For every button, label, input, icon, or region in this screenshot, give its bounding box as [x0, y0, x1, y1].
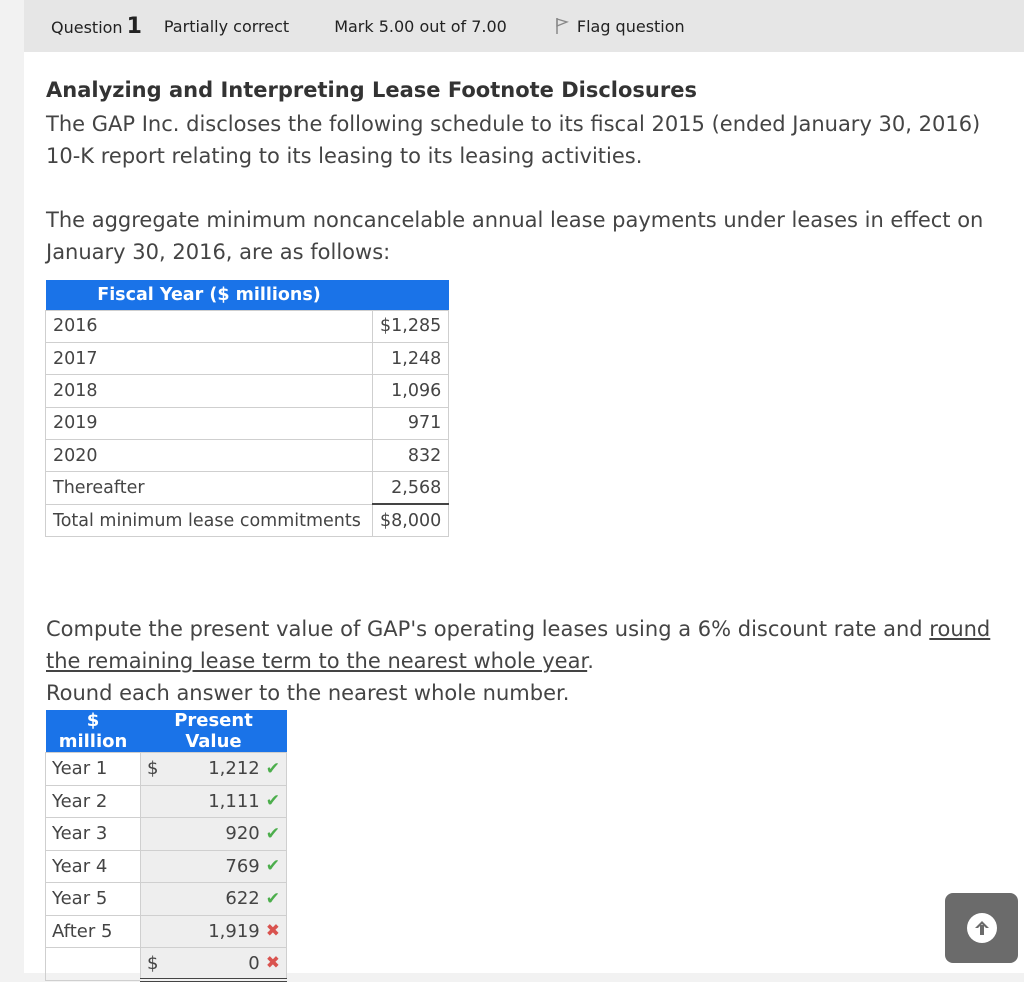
pv-row-label: Year 2	[46, 785, 141, 818]
pv-answer-content	[147, 921, 280, 942]
pv-answer-content	[147, 823, 280, 844]
table-row-total	[46, 504, 449, 536]
check-icon: ✔	[265, 888, 280, 909]
pv-answer-content	[147, 791, 280, 812]
intro-text: The GAP Inc. discloses the following schedule to its fiscal 2015 (ended January 30, 2016) 10-K report relating to its leasing to its leasing activities.	[46, 112, 981, 168]
question-label: Question	[51, 17, 123, 37]
pv-answer-value: 769	[225, 855, 260, 877]
lease-year-label: Thereafter	[46, 472, 373, 504]
pv-answer-field[interactable]	[141, 753, 287, 786]
lease-year-label: 2019	[46, 407, 373, 439]
flag-icon	[555, 17, 569, 35]
question-grade: Mark 5.00 out of 7.00	[334, 16, 507, 36]
lease-total-amount: $8,000	[373, 504, 449, 536]
cross-icon: ✖	[265, 953, 280, 973]
pv-row-label: After 5	[46, 915, 141, 948]
pv-answer-content	[147, 856, 280, 877]
pv-col-present-value: Present Value	[141, 710, 287, 753]
lease-amount: 1,248	[373, 342, 449, 374]
pv-row-label: Year 3	[46, 818, 141, 851]
pv-answer-field[interactable]	[141, 850, 287, 883]
check-icon: ✔	[265, 791, 280, 812]
pv-answer-value: 1,212	[208, 758, 260, 780]
instruction-text	[46, 613, 996, 677]
lease-year-label: 2016	[46, 310, 373, 342]
table-row	[46, 883, 287, 916]
lease-year-label: 2018	[46, 375, 373, 407]
pv-row-label: Year 1	[46, 753, 141, 786]
dollar-sign: $	[147, 952, 159, 974]
schedule-intro-text: The aggregate minimum noncancelable annual lease payments under leases in effect on January 30, 2016, are as follows:	[46, 208, 984, 264]
instruction-underlined: round the remaining lease term to the nearest whole year	[46, 617, 991, 673]
table-row	[46, 440, 449, 472]
lease-amount: 1,096	[373, 375, 449, 407]
pv-row-label	[46, 948, 141, 981]
table-row	[46, 472, 449, 504]
check-icon: ✔	[265, 758, 280, 779]
check-icon: ✔	[265, 856, 280, 877]
pv-answer-value: 0	[248, 952, 260, 974]
pv-answer-value: 622	[225, 888, 260, 910]
lease-schedule-table	[45, 280, 449, 537]
flag-question-button[interactable]	[555, 17, 685, 36]
pv-answer-field[interactable]	[141, 883, 287, 916]
table-row	[46, 407, 449, 439]
scroll-to-top-button[interactable]	[945, 893, 1018, 963]
present-value-table	[45, 710, 287, 982]
table-row	[46, 850, 287, 883]
question-info-bar	[24, 0, 1024, 52]
question-state: Partially correct	[163, 16, 290, 36]
lease-year-label: 2020	[46, 440, 373, 472]
round-note: Round each answer to the nearest whole number.	[46, 681, 570, 705]
table-row	[46, 785, 287, 818]
pv-col-million: $ million	[46, 710, 141, 753]
table-row	[46, 915, 287, 948]
pv-answer-content	[147, 758, 280, 779]
table-row	[46, 375, 449, 407]
pv-row-label: Year 4	[46, 850, 141, 883]
table-row	[46, 948, 287, 981]
pv-row-label: Year 5	[46, 883, 141, 916]
arrow-up-icon	[967, 913, 997, 943]
lease-year-label: 2017	[46, 342, 373, 374]
pv-answer-content	[147, 953, 280, 974]
pv-answer-value: 1,919	[208, 920, 260, 942]
lease-amount: 2,568	[373, 472, 449, 504]
question-number	[51, 14, 142, 39]
pv-answer-field[interactable]	[141, 818, 287, 851]
pv-answer-content	[147, 888, 280, 909]
lease-amount: 832	[373, 440, 449, 472]
instruction-text-b: .	[587, 649, 594, 673]
lease-amount: 971	[373, 407, 449, 439]
question-content	[24, 52, 1024, 973]
table-row	[46, 310, 449, 342]
question-heading: Analyzing and Interpreting Lease Footnote Disclosures	[46, 78, 697, 102]
cross-icon: ✖	[265, 921, 280, 942]
check-icon: ✔	[265, 823, 280, 844]
pv-answer-field[interactable]	[141, 948, 287, 981]
pv-answer-value: 1,111	[208, 790, 260, 812]
lease-total-label: Total minimum lease commitments	[46, 504, 373, 536]
lease-table-header: Fiscal Year ($ millions)	[46, 280, 373, 310]
table-row	[46, 818, 287, 851]
lease-table-header-blank	[373, 280, 449, 310]
table-row	[46, 342, 449, 374]
pv-answer-field[interactable]	[141, 915, 287, 948]
lease-amount: $1,285	[373, 310, 449, 342]
question-number-value: 1	[126, 13, 142, 39]
dollar-sign: $	[147, 758, 159, 780]
pv-answer-value: 920	[225, 823, 260, 845]
flag-question-label: Flag question	[576, 16, 685, 36]
pv-answer-field[interactable]	[141, 785, 287, 818]
instruction-text-a: Compute the present value of GAP's operating leases using a 6% discount rate and	[46, 617, 930, 641]
table-row	[46, 753, 287, 786]
